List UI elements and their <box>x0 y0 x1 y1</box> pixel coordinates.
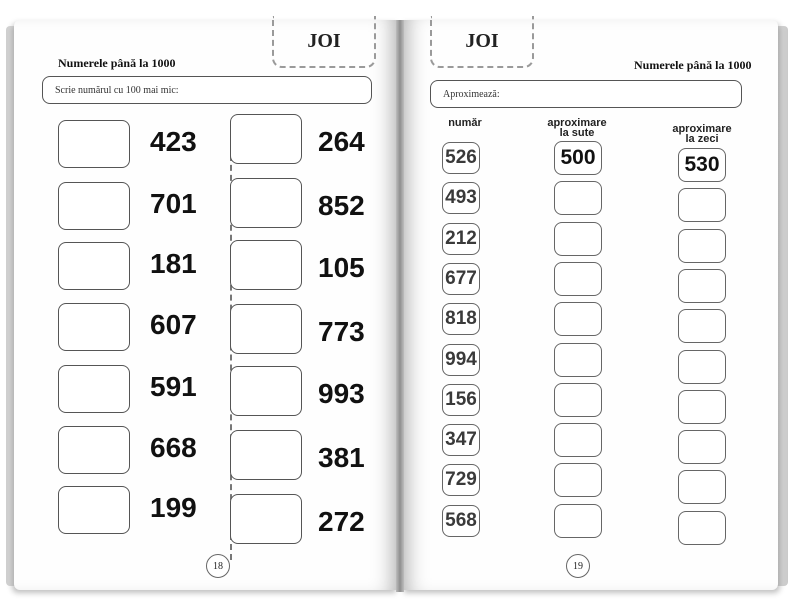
hundreds-answer-box[interactable] <box>554 181 602 215</box>
answer-box[interactable] <box>58 486 130 534</box>
tens-answer-box[interactable] <box>678 269 726 303</box>
hundreds-answer-box[interactable] <box>554 222 602 256</box>
answer-box[interactable] <box>58 242 130 290</box>
number-box: 568 <box>442 505 480 537</box>
number-box: 347 <box>442 424 480 456</box>
hundreds-answer-box[interactable] <box>554 302 602 336</box>
given-number: 381 <box>318 442 365 473</box>
given-number: 264 <box>318 126 365 157</box>
tens-answer-box[interactable] <box>678 511 726 545</box>
number-box: 493 <box>442 182 480 214</box>
day-tab: JOI <box>272 16 376 68</box>
answer-box[interactable] <box>230 304 302 354</box>
number-box: 526 <box>442 142 480 174</box>
number-box: 677 <box>442 263 480 295</box>
tens-answer-box[interactable] <box>678 229 726 263</box>
tens-answer-box[interactable] <box>678 390 726 424</box>
given-number: 181 <box>150 248 197 279</box>
page-title: Numerele până la 1000 <box>58 56 176 70</box>
hundreds-answer-box[interactable] <box>554 343 602 377</box>
answer-box[interactable] <box>230 494 302 544</box>
header-hundreds-line2: la sute <box>559 127 595 139</box>
answer-box[interactable] <box>230 178 302 228</box>
number-box: 212 <box>442 223 480 255</box>
tens-answer-box[interactable] <box>678 188 726 222</box>
answer-box[interactable] <box>230 240 302 290</box>
tens-answer-box[interactable] <box>678 430 726 464</box>
given-number: 701 <box>150 188 197 219</box>
book-spine <box>396 20 404 592</box>
header-tens-line2: la zeci <box>685 133 719 145</box>
answer-box[interactable] <box>58 303 130 351</box>
given-number: 272 <box>318 506 365 537</box>
header-hundreds-line1: aproximare <box>547 117 607 129</box>
answer-box[interactable] <box>58 365 130 413</box>
header-tens <box>662 124 742 144</box>
tens-answer-box[interactable] <box>678 309 726 343</box>
hundreds-answer-box[interactable] <box>554 504 602 538</box>
answer-box[interactable] <box>230 366 302 416</box>
instruction-box: Aproximează: <box>430 80 742 108</box>
right-page <box>402 20 778 590</box>
given-number: 668 <box>150 432 197 463</box>
hundreds-answer-box[interactable] <box>554 262 602 296</box>
instruction-box: Scrie numărul cu 100 mai mic: <box>42 76 372 104</box>
hundreds-answer-box[interactable] <box>554 383 602 417</box>
tens-answer-box[interactable] <box>678 350 726 384</box>
day-tab: JOI <box>430 16 534 68</box>
header-tens-line1: aproximare <box>672 123 732 135</box>
answer-box[interactable] <box>230 430 302 480</box>
number-box: 818 <box>442 303 480 335</box>
page-title: Numerele până la 1000 <box>634 58 752 72</box>
hundreds-answer-box[interactable]: 500 <box>554 141 602 175</box>
given-number: 591 <box>150 371 197 402</box>
given-number: 773 <box>318 316 365 347</box>
given-number: 199 <box>150 492 197 523</box>
page-number: 19 <box>566 554 590 578</box>
tens-answer-box[interactable]: 530 <box>678 148 726 182</box>
header-hundreds <box>537 118 617 138</box>
page-number: 18 <box>206 554 230 578</box>
header-number: număr <box>448 117 482 129</box>
left-page <box>14 20 398 590</box>
given-number: 105 <box>318 252 365 283</box>
answer-box[interactable] <box>58 426 130 474</box>
hundreds-answer-box[interactable] <box>554 463 602 497</box>
number-box: 994 <box>442 344 480 376</box>
hundreds-answer-box[interactable] <box>554 423 602 457</box>
answer-box[interactable] <box>230 114 302 164</box>
number-box: 156 <box>442 384 480 416</box>
given-number: 993 <box>318 378 365 409</box>
given-number: 423 <box>150 126 197 157</box>
given-number: 607 <box>150 309 197 340</box>
given-number: 852 <box>318 190 365 221</box>
tens-answer-box[interactable] <box>678 470 726 504</box>
answer-box[interactable] <box>58 120 130 168</box>
number-box: 729 <box>442 464 480 496</box>
answer-box[interactable] <box>58 182 130 230</box>
